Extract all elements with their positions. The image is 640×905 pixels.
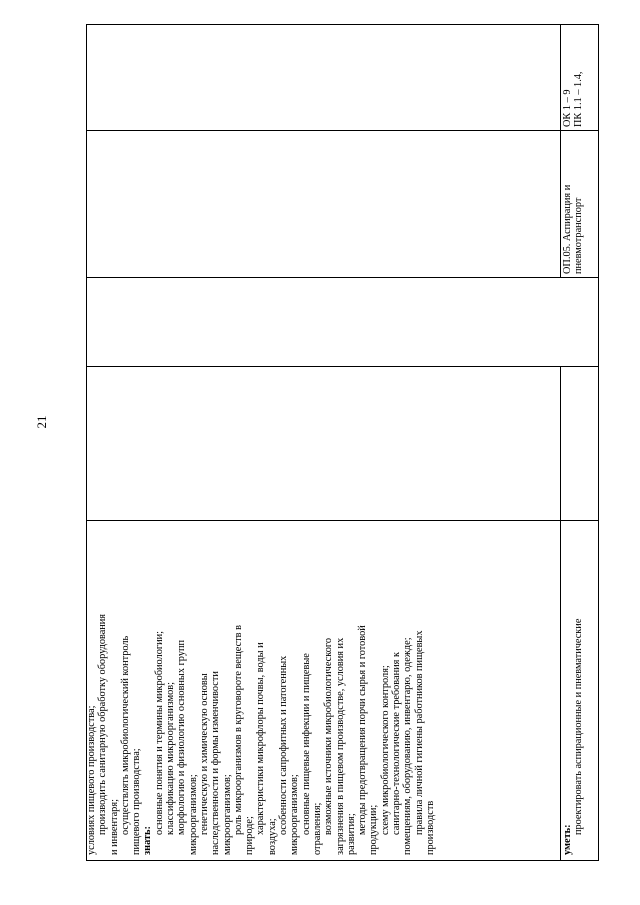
content-line: генетическую и химическую основы — [198, 673, 210, 835]
column-divider — [86, 520, 599, 521]
content-line: правила личной гигиены работников пищевых — [413, 630, 425, 835]
row-divider — [560, 367, 561, 861]
content-line: наследственности и формы изменчивости — [210, 671, 222, 855]
column-divider — [86, 130, 599, 131]
column-divider — [86, 366, 599, 367]
content-line: основные пищевые инфекции и пищевые — [300, 653, 312, 835]
rotated-page — [34, 24, 599, 861]
content-line: методы предотвращения порчи сырья и готовой — [357, 625, 369, 835]
discipline-line: пневмотранспорт — [573, 197, 585, 274]
content-line: особенности сапрофитных и патогенных — [278, 655, 290, 835]
content-line: возможные источники микробиологического — [323, 638, 335, 835]
content-line: основные понятия и термины микробиологии; — [153, 631, 165, 835]
section-label: знать: — [142, 826, 154, 855]
content-line: микроорганизмов; — [289, 774, 301, 855]
content-line: морфологию и физиологию основных групп — [176, 640, 188, 835]
competency-cell — [562, 72, 585, 128]
content-line: осуществлять микробиологический контроль — [119, 635, 131, 835]
content-line: роль микроорганизмов в круговороте веществ в — [232, 625, 244, 835]
competency-line: ОК 1 – 9 — [562, 89, 573, 127]
content-line: продукции; — [368, 804, 380, 855]
content-line: загрязнения в пищевом производстве, условия их — [334, 637, 346, 855]
content-line: схему микробиологического контроля; — [379, 665, 391, 835]
competency-line: ПК 1.1 – 1.4, — [573, 71, 585, 127]
content-line: отравления; — [311, 802, 323, 855]
content-line: помещениям, оборудованию, инвентарю, одежде; — [402, 637, 414, 855]
content-line: производить санитарную обработку оборудования — [97, 613, 109, 835]
content-line: санитарно-технологические требования к — [391, 652, 403, 835]
content-row2 — [562, 525, 585, 855]
content-line: развития; — [345, 813, 357, 855]
content-line: воздуха; — [266, 818, 278, 855]
content-line: микроорганизмов; — [187, 774, 199, 855]
content-line: микроорганизмов; — [221, 774, 233, 855]
content-column — [86, 525, 436, 855]
page-number: 21 — [34, 415, 49, 429]
content-line: пищевого производства; — [131, 748, 143, 855]
section-label: уметь: — [562, 824, 573, 855]
content-line: характеристики микрофлоры почвы, воды и — [255, 642, 267, 835]
row-divider — [560, 24, 561, 278]
discipline-cell — [562, 185, 585, 274]
content-line: и инвентаря; — [108, 799, 120, 855]
content-line: природе; — [244, 816, 256, 855]
content-line: классификацию микроорганизмов; — [165, 682, 177, 835]
column-divider — [86, 277, 599, 278]
content-line: проектировать аспирационные и пневматические — [573, 618, 585, 835]
content-line: производств — [424, 800, 436, 855]
content-line: условиях пищевого производства; — [86, 705, 97, 855]
discipline-line: ОП.05. Аспирация и — [562, 184, 573, 274]
